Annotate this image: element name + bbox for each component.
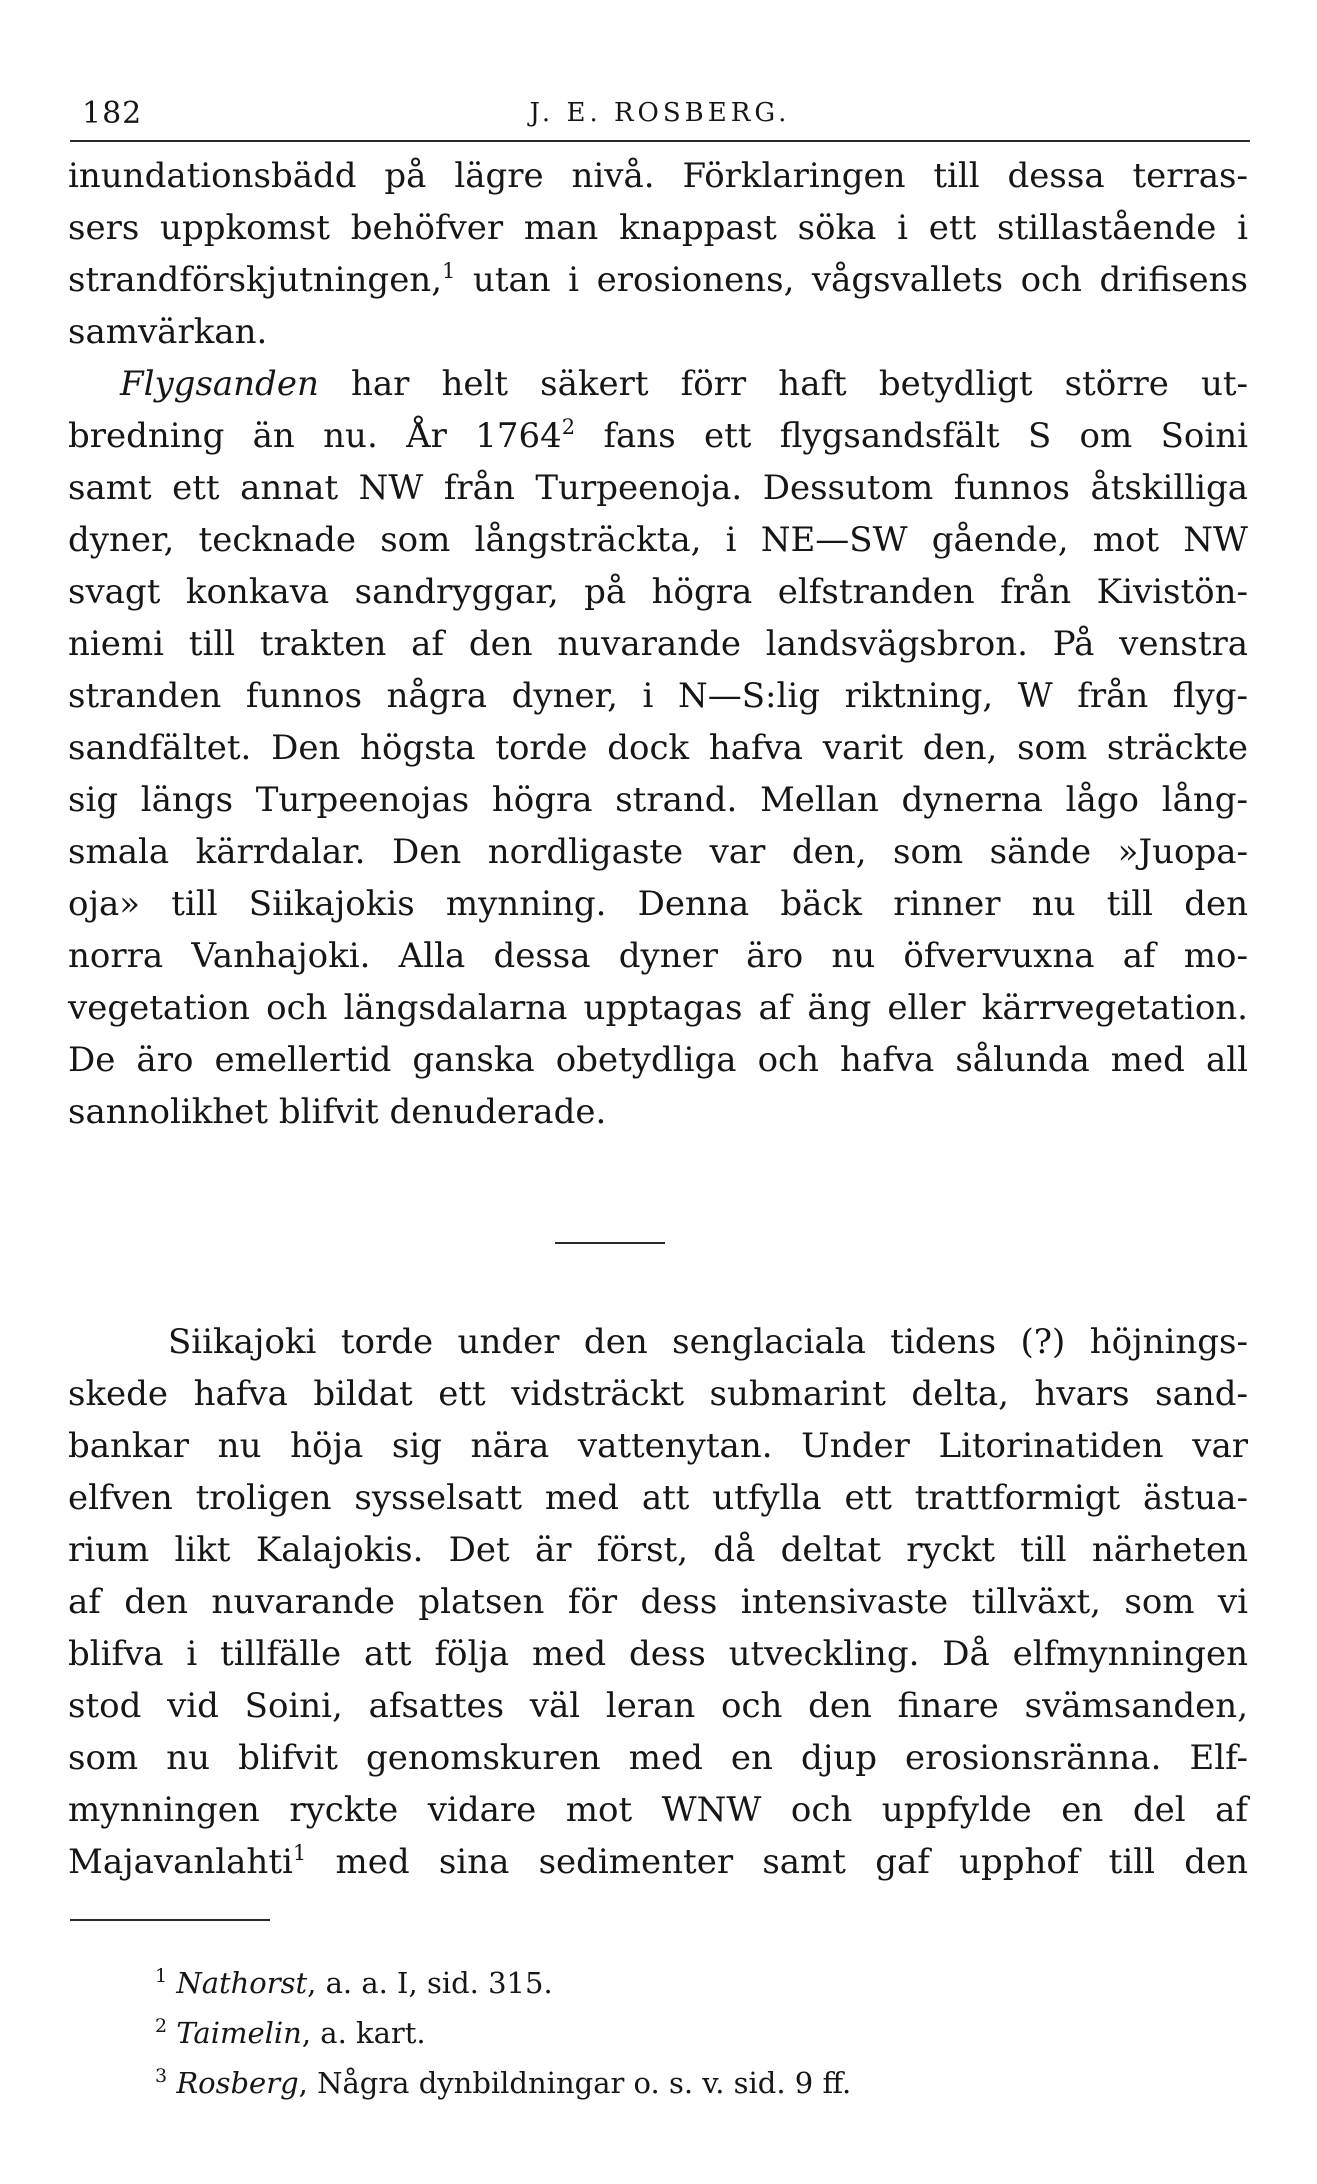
text-segment: utan i erosionens, vågsvallets och drifisens	[455, 260, 1248, 300]
footnote-text: , a. a. I, sid. 315.	[307, 1966, 553, 2000]
paragraph-1	[68, 150, 1248, 358]
footnote-mark: 1	[155, 1965, 168, 1987]
footnote-author: Nathorst	[176, 1966, 308, 2000]
footnote-author: Rosberg	[176, 2066, 299, 2100]
text-line: af den nuvarande platsen för dess intensivaste tillväxt, som vi	[68, 1582, 1248, 1622]
footnote	[155, 1958, 851, 2008]
text-line: svagt konkava sandryggar, på högra elfstranden från Kivistön-	[68, 572, 1248, 612]
footnotes	[155, 1958, 851, 2108]
text-line: som nu blifvit genomskuren med en djup erosionsränna. Elf-	[68, 1738, 1248, 1778]
text-line: skede hafva bildat ett vidsträckt submarint delta, hvars sand-	[68, 1374, 1248, 1414]
text-line: sig längs Turpeenojas högra strand. Mellan dynerna lågo lång-	[68, 780, 1248, 820]
text-line: elfven troligen sysselsatt med att utfylla ett trattformigt ästua-	[68, 1478, 1248, 1518]
section-divider	[555, 1242, 665, 1244]
text-line	[68, 1836, 1248, 1888]
footnote	[155, 2058, 851, 2108]
text-segment: har helt säkert förr haft betydligt större ut-	[318, 364, 1248, 404]
text-line: stranden funnos några dyner, i N—S:lig riktning, W från flyg-	[68, 676, 1248, 716]
text-line	[68, 358, 1248, 410]
text-line: mynningen ryckte vidare mot WNW och uppfylde en del af	[68, 1790, 1248, 1830]
text-line: dyner, tecknade som långsträckta, i NE—SW gående, mot NW	[68, 520, 1248, 560]
text-line: blifva i tillfälle att följa med dess utveckling. Då elfmynningen	[68, 1634, 1248, 1674]
footnote-ref: 2	[561, 415, 576, 439]
footnote-rule	[70, 1919, 270, 1921]
paragraph-2	[68, 358, 1248, 1138]
text-line: samt ett annat NW från Turpeenoja. Dessutom funnos åtskilliga	[68, 468, 1248, 508]
footnote-author: Taimelin	[176, 2016, 302, 2050]
text-segment: strandförskjutningen,	[68, 260, 443, 300]
text-line: vegetation och längsdalarna upptagas af äng eller kärrvegetation.	[68, 988, 1248, 1028]
footnote	[155, 2008, 851, 2058]
page-header	[70, 96, 1250, 136]
page-number: 182	[82, 96, 143, 131]
text-line: sers uppkomst behöfver man knappast söka i ett stillastående i	[68, 208, 1248, 248]
text-line: niemi till trakten af den nuvarande landsvägsbron. På venstra	[68, 624, 1248, 664]
text-line: oja» till Siikajokis mynning. Denna bäck rinner nu till den	[68, 884, 1248, 924]
footnote-ref: 1	[442, 259, 456, 283]
text-line	[68, 254, 1248, 306]
text-line: rium likt Kalajokis. Det är först, då deltat ryckt till närheten	[68, 1530, 1248, 1570]
text-line: Siikajoki torde under den senglaciala tidens (?) höjnings-	[168, 1322, 1248, 1362]
italic-term: Flygsanden	[120, 364, 319, 404]
text-line: inundationsbädd på lägre nivå. Förklaringen till dessa terras-	[68, 156, 1248, 196]
text-line: samvärkan.	[68, 312, 268, 352]
running-head: J. E. ROSBERG.	[529, 98, 791, 128]
footnote-text: , a. kart.	[301, 2016, 426, 2050]
footnote-mark: 2	[155, 2015, 168, 2037]
paragraph-3	[68, 1316, 1248, 1888]
footnote-ref: 1	[292, 1841, 307, 1865]
header-rule	[70, 140, 1250, 142]
text-line: stod vid Soini, afsattes väl leran och den finare svämsanden,	[68, 1686, 1248, 1726]
footnote-mark: 3	[155, 2065, 168, 2087]
text-line: sannolikhet blifvit denuderade.	[68, 1092, 607, 1132]
text-segment: fans ett flygsandsfält S om Soini	[575, 416, 1249, 456]
text-line: bankar nu höja sig nära vattenytan. Under Litorinatiden var	[68, 1426, 1248, 1466]
text-segment: med sina sedimenter samt gaf upphof till den	[306, 1842, 1248, 1882]
text-line: sandfältet. Den högsta torde dock hafva varit den, som sträckte	[68, 728, 1248, 768]
text-line: smala kärrdalar. Den nordligaste var den, som sände »Juopa-	[68, 832, 1248, 872]
text-segment: Majavanlahti	[68, 1842, 293, 1882]
footnote-text: , Några dynbildningar o. s. v. sid. 9 ff.	[298, 2066, 852, 2100]
text-line	[68, 410, 1248, 462]
text-segment: bredning än nu. År 1764	[68, 416, 562, 456]
text-line: De äro emellertid ganska obetydliga och hafva sålunda med all	[68, 1040, 1248, 1080]
text-line: norra Vanhajoki. Alla dessa dyner äro nu öfvervuxna af mo-	[68, 936, 1248, 976]
